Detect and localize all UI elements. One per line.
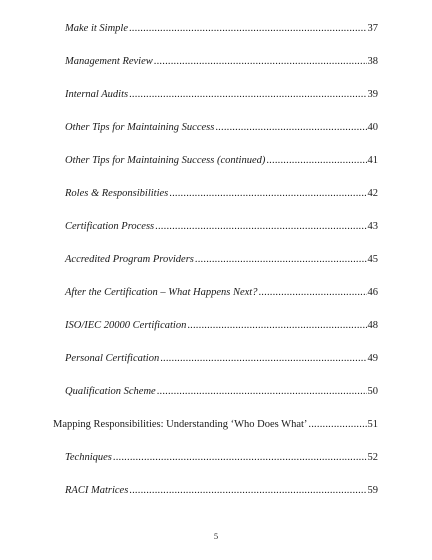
toc-entry-page: 52 (367, 452, 378, 463)
toc-entry-mapping-responsibilities[interactable] (53, 418, 378, 432)
toc-entry-iso-iec-20000-certification[interactable] (65, 319, 378, 333)
toc-entry-personal-certification[interactable] (65, 352, 378, 366)
toc-entry-page: 48 (367, 320, 378, 331)
toc-entry-after-the-certification[interactable] (65, 286, 378, 300)
toc-dot-leader (160, 352, 366, 366)
toc-entry-title: Techniques (65, 452, 112, 463)
toc-entry-title: Qualification Scheme (65, 386, 156, 397)
toc-entry-page: 38 (367, 56, 378, 67)
toc-entry-title: Other Tips for Maintaining Success (continued) (65, 155, 266, 166)
toc-entry-accredited-program-providers[interactable] (65, 253, 378, 267)
toc-dot-leader (154, 55, 367, 69)
toc-entry-page: 46 (367, 287, 378, 298)
toc-entry-title: Other Tips for Maintaining Success (65, 122, 215, 133)
toc-entry-page: 37 (367, 23, 378, 34)
toc-entry-title: Mapping Responsibilities: Understanding ‘Who Does What’ (53, 419, 308, 430)
toc-entry-title: Personal Certification (65, 353, 160, 364)
toc-entry-page: 40 (367, 122, 378, 133)
toc-entry-title: Certification Process (65, 221, 155, 232)
toc-entry-internal-audits[interactable] (65, 88, 378, 102)
toc-dot-leader (129, 22, 367, 36)
toc-dot-leader (129, 88, 366, 102)
toc-entry-techniques[interactable] (65, 451, 378, 465)
toc-dot-leader (157, 385, 367, 399)
toc-dot-leader (266, 154, 366, 168)
toc-entry-page: 59 (367, 485, 378, 496)
toc-dot-leader (308, 418, 366, 432)
toc-dot-leader (113, 451, 367, 465)
toc-dot-leader (215, 121, 366, 135)
toc-entry-make-it-simple[interactable] (65, 22, 378, 36)
toc-entry-qualification-scheme[interactable] (65, 385, 378, 399)
toc-dot-leader (187, 319, 366, 333)
toc-entry-title: Accredited Program Providers (65, 254, 194, 265)
toc-entry-title: After the Certification – What Happens Next? (65, 287, 258, 298)
toc-entry-page: 41 (367, 155, 378, 166)
toc-entry-certification-process[interactable] (65, 220, 378, 234)
toc-entry-other-tips[interactable] (65, 121, 378, 135)
toc-entry-page: 51 (367, 419, 378, 430)
toc-entry-page: 49 (367, 353, 378, 364)
toc-entry-page: 43 (367, 221, 378, 232)
toc-dot-leader (195, 253, 367, 267)
toc-dot-leader (155, 220, 366, 234)
toc-entry-roles-responsibilities[interactable] (65, 187, 378, 201)
toc-entry-raci-matrices[interactable] (65, 484, 378, 498)
toc-entry-title: Make it Simple (65, 23, 128, 34)
toc-entry-page: 45 (367, 254, 378, 265)
toc-entry-title: RACI Matrices (65, 485, 129, 496)
toc-entry-page: 42 (367, 188, 378, 199)
toc-entry-page: 50 (367, 386, 378, 397)
toc-entry-other-tips-continued[interactable] (65, 154, 378, 168)
toc-entry-title: ISO/IEC 20000 Certification (65, 320, 187, 331)
toc-dot-leader (258, 286, 366, 300)
toc-entry-title: Roles & Responsibilities (65, 188, 169, 199)
toc-dot-leader (169, 187, 366, 201)
toc-entry-page: 39 (367, 89, 378, 100)
toc-dot-leader (129, 484, 366, 498)
toc-entry-title: Management Review (65, 56, 153, 67)
toc-entry-title: Internal Audits (65, 89, 129, 100)
toc-entry-management-review[interactable] (65, 55, 378, 69)
page-number: 5 (213, 531, 219, 541)
